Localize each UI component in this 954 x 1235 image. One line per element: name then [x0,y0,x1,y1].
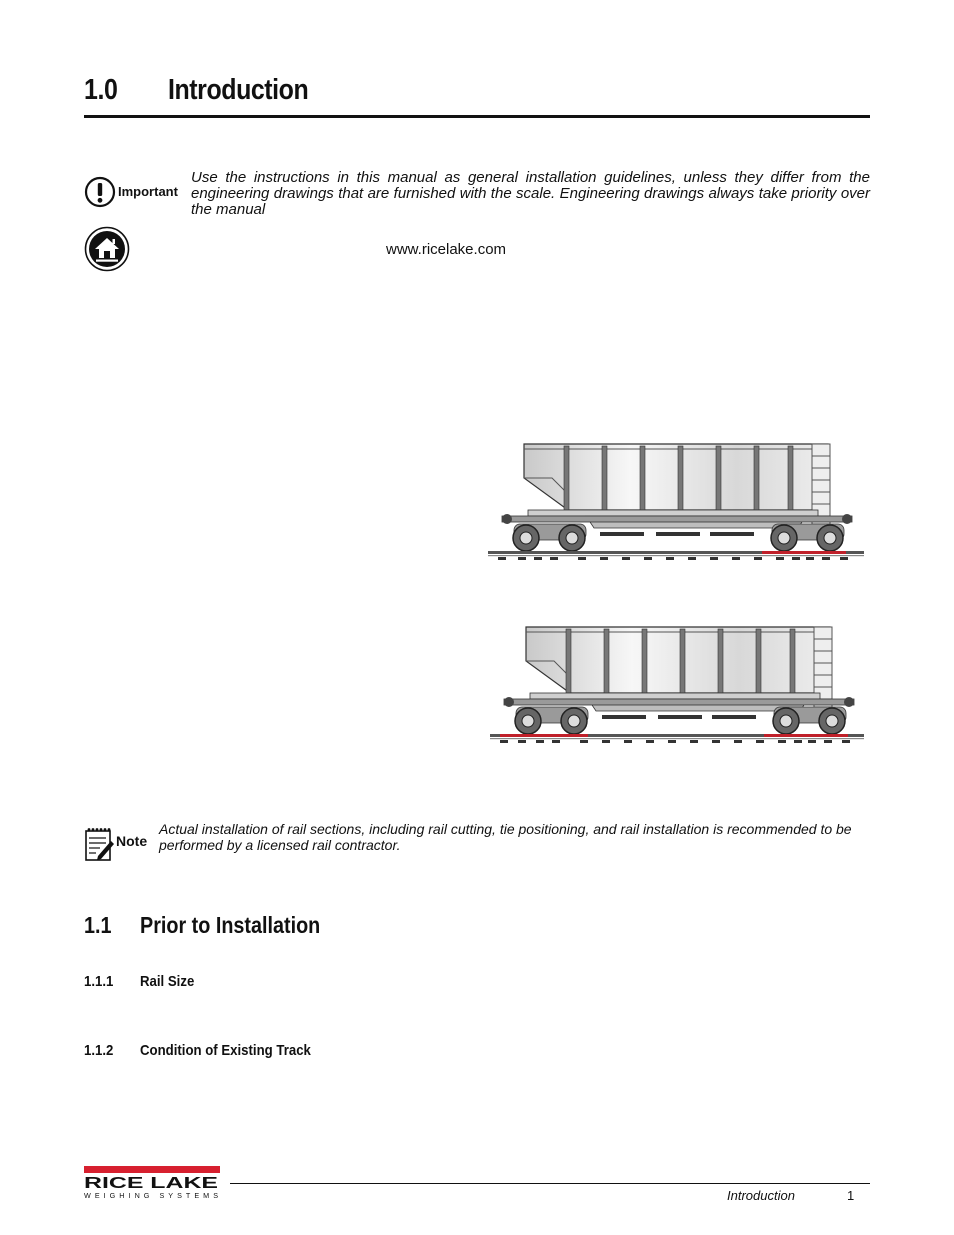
home-icon [84,226,130,272]
subsection-number-2: 1.1.2 [84,1042,114,1059]
important-text: Use the instructions in this manual as general installation guidelines, unless they differ from the engineering drawings that are furnished with the scale. Engineering drawings always take priority over the manual [191,169,870,218]
section-number: 1.1 [84,912,112,938]
railcar-illustration-2 [488,623,866,747]
important-icon [84,176,116,208]
svg-text:RICE LAKE: RICE LAKE [84,1175,218,1192]
website-link[interactable]: www.ricelake.com [386,241,507,258]
chapter-number: 1.0 [84,74,118,106]
chapter-heading [84,72,870,118]
note-text: Actual installation of rail sections, including rail cutting, tie positioning, and rail installation is recommended to be performed by a licensed rail contractor. [159,821,852,853]
svg-text:WEIGHING SYSTEMS: WEIGHING SYSTEMS [84,1191,218,1200]
footer-rule [230,1183,870,1184]
footer-section-title: Introduction [727,1188,795,1203]
subsection-title-2: Condition of Existing Track [140,1042,311,1059]
rice-lake-logo [84,1165,224,1201]
note-label: Note [116,833,148,849]
chapter-title: Introduction [168,74,309,106]
subsection-title: Rail Size [140,973,195,990]
page-number: 1 [847,1188,855,1203]
railcar-illustration [488,440,866,564]
note-icon [84,826,114,862]
section-title: Prior to Installation [140,912,321,938]
subsection-number: 1.1.1 [84,973,114,990]
important-label: Important [118,184,178,199]
